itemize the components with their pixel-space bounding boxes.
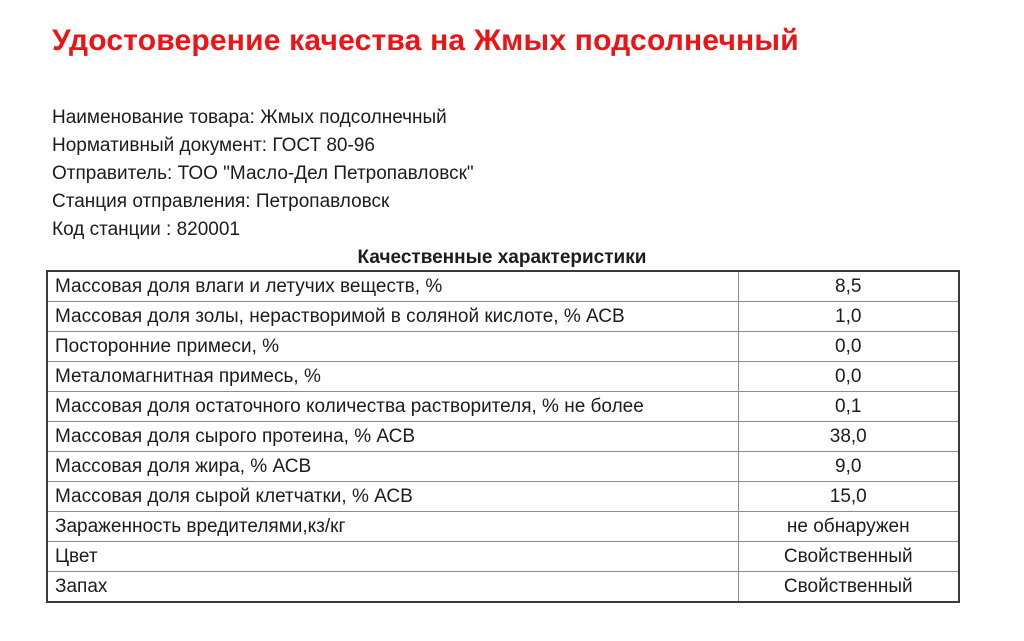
row-label: Массовая доля сырой клетчатки, % АСВ xyxy=(47,482,738,512)
info-block xyxy=(52,104,1024,244)
row-value: 9,0 xyxy=(738,452,959,482)
quality-table-body xyxy=(47,271,959,602)
row-label: Запах xyxy=(47,572,738,603)
table-heading: Качественные характеристики xyxy=(357,247,647,268)
table-row xyxy=(47,542,959,572)
row-value: не обнаружен xyxy=(738,512,959,542)
row-value: 1,0 xyxy=(738,302,959,332)
row-value: 0,0 xyxy=(738,332,959,362)
row-value: 8,5 xyxy=(738,271,959,302)
row-label: Металомагнитная примесь, % xyxy=(47,362,738,392)
row-value: 38,0 xyxy=(738,422,959,452)
info-product-name: Наименование товара: Жмых подсолнечный xyxy=(52,107,447,128)
info-station-code: Код станции : 820001 xyxy=(52,219,240,240)
row-label: Массовая доля сырого протеина, % АСВ xyxy=(47,422,738,452)
table-row xyxy=(47,422,959,452)
table-row xyxy=(47,482,959,512)
row-value: Свойственный xyxy=(738,572,959,603)
row-label: Массовая доля золы, нерастворимой в соляной кислоте, % АСВ xyxy=(47,302,738,332)
table-row xyxy=(47,572,959,603)
page-title: Удостоверение качества на Жмых подсолнечный xyxy=(52,24,799,57)
row-label: Массовая доля жира, % АСВ xyxy=(47,452,738,482)
row-label: Цвет xyxy=(47,542,738,572)
table-row xyxy=(47,362,959,392)
quality-table xyxy=(46,270,960,603)
row-value: 0,1 xyxy=(738,392,959,422)
table-row xyxy=(47,271,959,302)
table-row xyxy=(47,512,959,542)
table-row xyxy=(47,392,959,422)
table-row xyxy=(47,332,959,362)
row-label: Массовая доля остаточного количества растворителя, % не более xyxy=(47,392,738,422)
row-label: Массовая доля влаги и летучих веществ, % xyxy=(47,271,738,302)
table-row xyxy=(47,302,959,332)
table-row xyxy=(47,452,959,482)
row-label: Посторонние примеси, % xyxy=(47,332,738,362)
row-value: 0,0 xyxy=(738,362,959,392)
row-label: Зараженность вредителями,кз/кг xyxy=(47,512,738,542)
row-value: 15,0 xyxy=(738,482,959,512)
info-departure-station: Станция отправления: Петропавловск xyxy=(52,191,390,212)
row-value: Свойственный xyxy=(738,542,959,572)
info-sender: Отправитель: ТОО "Масло-Дел Петропавловск" xyxy=(52,163,474,184)
info-normative-document: Нормативный документ: ГОСТ 80-96 xyxy=(52,135,375,156)
